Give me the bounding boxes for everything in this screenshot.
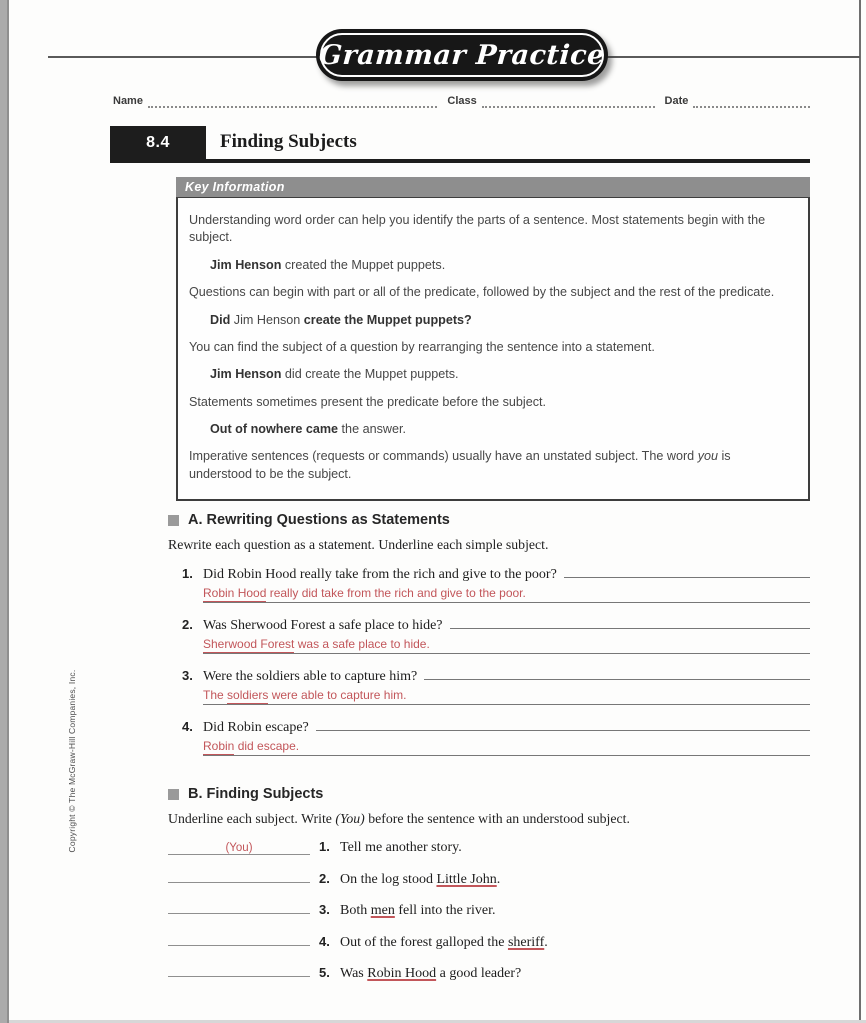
name-label: Name [113,95,143,107]
answer-blank-line[interactable] [316,717,810,731]
question-text: Did Robin Hood really take from the rich and give to the poor? [203,567,557,582]
item-number: 2. [319,870,330,886]
square-bullet-icon [168,789,179,800]
exercise-b-item [168,838,810,856]
exercise-b-item [168,929,810,951]
section-b-heading [168,786,810,802]
text-segment: Out of nowhere came [210,422,339,436]
date-blank-line[interactable] [693,95,810,108]
text-segment: Imperative sentences (requests or commands) usually have an unstated subject. The word [189,449,698,464]
key-info-paragraph [189,394,797,411]
text-segment: On the log stood [340,871,437,887]
text-segment: was a safe place to hide. [294,637,430,651]
text-segment: Robin [203,739,235,753]
text-segment: is understood to be the subject. [189,449,731,481]
section-a-instructions: Rewrite each question as a statement. Underline each simple subject. [168,537,549,552]
sentence-text [340,966,521,982]
text-segment: did escape. [234,739,300,753]
text-segment: soldiers [227,688,269,702]
key-info-paragraph [189,448,797,483]
text-segment: Did [210,312,231,327]
student-fields-row [113,94,810,108]
text-segment: The [203,688,228,702]
sentence-text [340,840,462,856]
section-b-instructions [168,811,810,827]
text-segment: Understanding word order can help you identify the parts of a sentence. Most statements begin with the subject. [189,213,766,245]
text-segment: Robin Hood [367,966,437,981]
text-segment: sheriff [507,934,545,950]
key-info-paragraph [210,366,797,383]
exercise-b-item [168,866,810,888]
item-number: 2. [182,617,193,632]
key-info-paragraph [210,421,797,438]
exercise-b-item [168,897,810,919]
subject-blank-line[interactable] [168,838,310,855]
section-a-heading [168,512,810,528]
text-segment: . [544,934,548,950]
question-row [168,717,810,736]
item-number: 1. [319,839,330,854]
text-segment: create the Muppet puppets? [303,312,472,327]
sentence-text [340,872,500,888]
name-blank-line[interactable] [148,95,437,108]
text-segment: before the sentence with an understood subject. [364,811,630,826]
copyright-sidebar: Copyright © The McGraw-Hill Companies, Inc. [67,669,77,853]
lesson-title: Finding Subjects [220,131,357,152]
text-segment: the answer. [338,422,406,436]
section-a [168,512,810,768]
exercise-a-item [168,564,810,603]
text-segment: a good leader? [436,966,522,981]
text-segment: . [496,871,501,887]
key-info-paragraph [189,284,797,301]
date-label: Date [664,95,689,107]
exercise-a-item [168,717,810,756]
sentence-text [340,903,496,919]
key-information-header: Key Information [176,177,810,197]
text-segment: created the Muppet puppets. [281,257,446,272]
question-row [168,666,810,685]
question-text: Was Sherwood Forest a safe place to hide? [203,618,443,633]
item-number: 1. [182,566,193,581]
section-b [168,786,810,992]
exercise-b-item [168,960,810,982]
item-number: 3. [319,902,330,917]
grammar-practice-badge [316,29,608,81]
section-a-items [168,564,810,756]
text-segment: Both [340,903,371,918]
scan-edge-left [0,0,9,1023]
question-row [168,564,810,583]
text-segment: Sherwood Forest [203,637,295,651]
lesson-number-badge: 8.4 [110,126,206,159]
answer-blank-line[interactable] [424,666,810,680]
subject-blank-line[interactable] [168,929,310,946]
item-number: 4. [182,719,193,734]
text-segment: really did take from the rich and give to the poor. [266,586,526,600]
key-info-paragraph [210,257,797,274]
sentence-text [340,935,548,951]
key-info-paragraph [189,339,797,356]
text-segment: were able to capture him. [268,688,407,702]
text-segment: Out of the forest galloped the [340,934,508,950]
lesson-header [110,126,810,163]
text-segment: Tell me another story. [340,840,462,855]
section-b-title: B. Finding Subjects [188,786,324,802]
item-number: 4. [319,933,330,949]
text-segment: you [697,449,718,464]
class-label: Class [447,95,477,107]
key-information-body [176,197,810,501]
section-a-title: A. Rewriting Questions as Statements [188,512,450,528]
square-bullet-icon [168,515,179,526]
text-segment: men [370,903,395,918]
answer-line[interactable] [203,634,810,654]
text-segment: Jim Henson [230,312,304,327]
blank-answer: (You) [225,842,253,854]
text-segment: Statements sometimes present the predicate before the subject. [189,394,547,409]
item-number: 3. [182,668,193,683]
answer-line[interactable] [203,685,810,705]
question-row [168,615,810,634]
subject-blank-line[interactable] [168,960,310,977]
text-segment: Robin Hood [203,586,267,600]
answer-blank-line[interactable] [450,615,810,629]
text-segment: You can find the subject of a question by rearranging the sentence into a statement. [189,339,655,354]
key-information-panel [176,177,810,501]
subject-blank-line[interactable] [168,866,310,883]
key-info-paragraph [189,212,797,247]
text-segment: did create the Muppet puppets. [281,367,459,382]
text-segment: Little John [436,871,497,887]
text-segment: fell into the river. [394,903,496,918]
section-b-items [168,838,810,982]
subject-blank-line[interactable] [168,897,310,914]
text-segment: Underline each subject. Write [168,811,336,826]
key-info-paragraph [210,312,797,329]
scan-edge-right [859,0,861,1023]
text-segment: Jim Henson [210,367,282,382]
exercise-a-item [168,666,810,705]
class-blank-line[interactable] [482,95,655,108]
badge-title: Grammar Practice [317,39,607,71]
text-segment: Questions can begin with part or all of the predicate, followed by the subject and the rest of the predicate. [189,285,775,300]
answer-blank-line[interactable] [564,564,810,578]
text-segment: (You) [335,811,365,826]
question-text: Were the soldiers able to capture him? [203,669,418,684]
exercise-a-item [168,615,810,654]
text-segment: Was [340,966,368,981]
answer-line[interactable] [203,583,810,603]
question-text: Did Robin escape? [203,720,309,735]
item-number: 5. [319,965,330,980]
text-segment: Jim Henson [210,257,282,272]
answer-line[interactable] [203,736,810,756]
